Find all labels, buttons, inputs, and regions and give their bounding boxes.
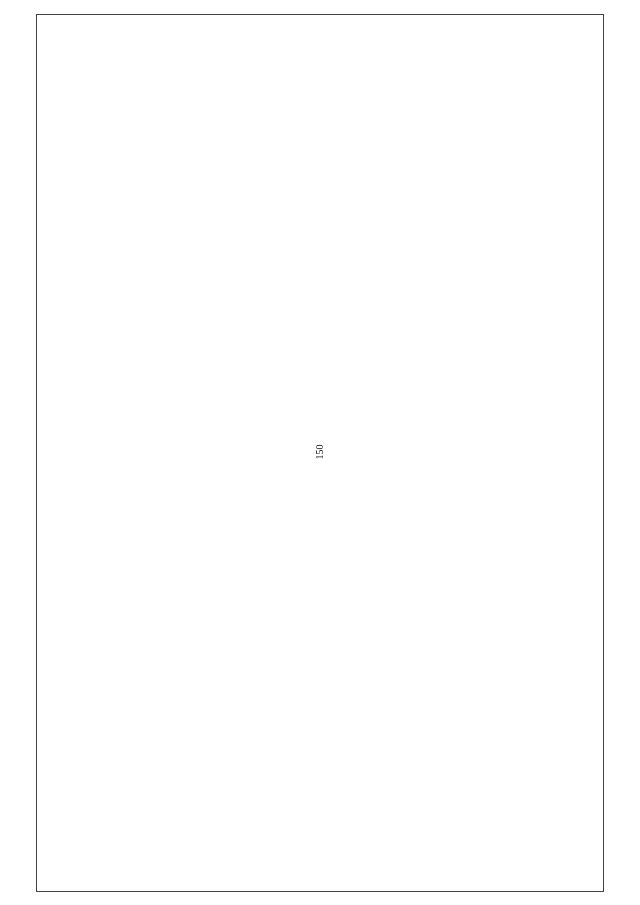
page-number: 150 [314,444,326,460]
